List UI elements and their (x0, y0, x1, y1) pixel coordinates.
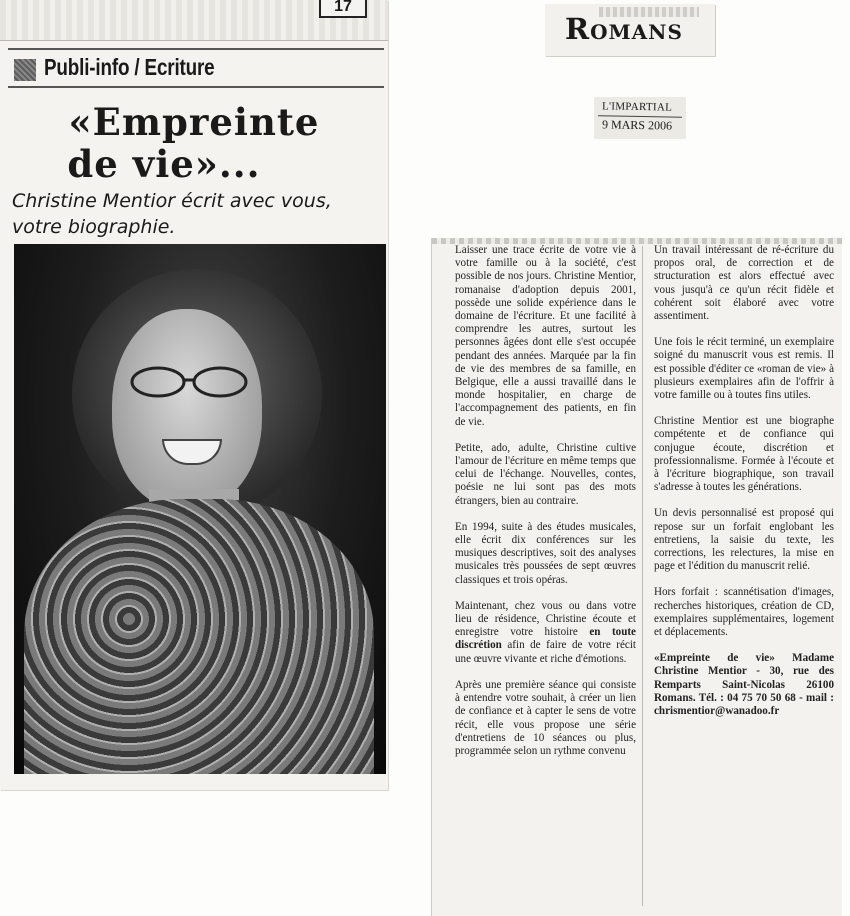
page-number: 17 (319, 0, 367, 18)
headline-line2: de vie»... (67, 142, 261, 186)
rubric-title: Publi-info / Ecriture (44, 54, 215, 80)
portrait-face (112, 309, 262, 509)
contact-block (654, 652, 834, 718)
paragraph-text: afin de faire de votre récit une œuvre vivante et riche d'émotions. (455, 639, 636, 665)
paragraph: Après une première séance qui consiste à entendre votre souhait, à créer un lien de confiance et à capter le sens de votre récit, elle vous propose une série d'entretiens de 10 séances ou plus, programmée selon un rythme convenu (455, 678, 636, 757)
portrait-patterned-top (24, 499, 374, 774)
subhead: Christine Mentior écrit avec vous, votre biographie. (12, 190, 332, 238)
headline-line1: «Empreinte (68, 100, 320, 144)
portrait-photo (14, 244, 386, 774)
article-right-column (654, 244, 834, 718)
paragraph: Un travail intéressant de ré-écriture du propos oral, de correction et de structuration est alors effectué avec vous jusqu'à ce qu'un récit fidèle et cohérent soit élaboré avec votre assentiment. (654, 244, 834, 323)
paragraph: Un devis personnalisé est proposé qui repose sur un forfait englobant les entretiens, la saisie du texte, les corrections, les relectures, la mise en page et l'édition du manuscrit relié. (654, 507, 834, 573)
rubric-rule-bottom (8, 86, 384, 88)
paragraph: Une fois le récit terminé, un exemplaire soigné du manuscrit vous est remis. Il est possible d'éditer ce «roman de vie» à plusieurs exemplaires afin de l'offrir à votre famille ou à toutes fins utiles. (654, 336, 834, 402)
contact-lead: «Empreinte de vie» Madame (654, 652, 834, 665)
source-name: L'IMPARTIAL (601, 100, 673, 114)
paragraph: Christine Mentior est une biographe compétente et de confiance qui conjugue écoute, discrétion et professionnalisme. Formée à l'écoute et à l'écriture biographique, son travail s'adresse à toutes les générations. (654, 415, 834, 494)
glasses-icon (124, 364, 254, 400)
paragraph-bold: en toute discrétion (455, 626, 636, 652)
paragraph-text: Maintenant, chez vous ou dans votre lieu de résidence, Christine écoute et enregistre votre histoire (455, 599, 636, 639)
rubric-rule-top (8, 48, 384, 50)
paragraph: Hors forfait : scannétisation d'images, recherches historiques, création de CD, exemplaires supplémentaires, logement et déplacements. (654, 586, 834, 639)
source-date: 9 MARS 2006 (601, 117, 673, 133)
paragraph (455, 600, 636, 666)
paragraph: Petite, ado, adulte, Christine cultive l'amour de l'écriture en même temps que celui de l'échange. Nouvelles, contes, poésie ne lui sont pas des mots étrangers, bien au contraire. (455, 441, 636, 507)
town-name: Romans (565, 12, 683, 46)
article-left-column (455, 244, 636, 758)
paragraph: Laisser une trace écrite de votre vie à votre famille ou à la société, c'est possible de nos jours. Christine Mentior, romanaise d'adoption depuis 2001, possède une solide expérience dans le domaine de l'écriture. Et une facilité à comprendre les autres, surtout les personnes âgées dont elle s'est occupée pendant des années. Marquée par la fin de vie des membres de sa famille, en Belgique, elle a aussi travaillé dans le monde hospitalier, en charge de l'accompagnement des patients, en fin de vie. (455, 244, 636, 428)
rubric-square-icon (14, 59, 36, 81)
contact-details: Christine Mentior - 30, rue des Remparts Saint-Nicolas 26100 Romans. Tél. : 04 75 70 50 68 - mail : chrismentior@wanadoo.fr (654, 665, 834, 718)
column-rule (642, 246, 643, 906)
paragraph: En 1994, suite à des études musicales, elle écrit dix conférences sur les musiques descriptives, soit des analyses musicales très poussées de sept œuvres classiques et trois opéras. (455, 520, 636, 586)
